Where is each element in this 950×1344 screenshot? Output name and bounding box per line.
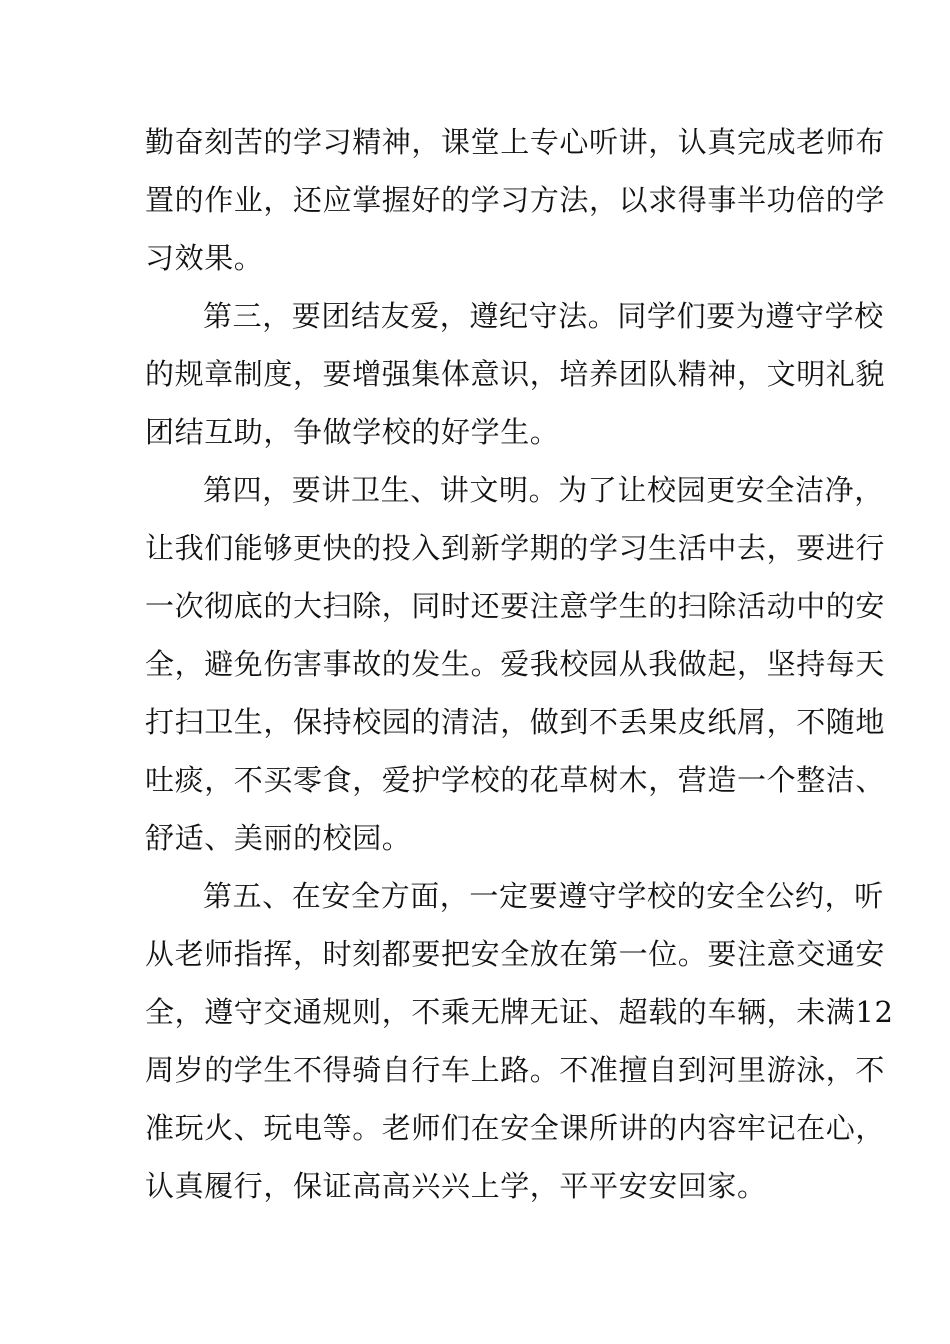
paragraph-fifth-start: 第五、在安全方面，一定要遵守学校的安全公约，听: [203, 879, 884, 913]
text-line: 准玩火、玩电等。老师们在安全课所讲的内容牢记在心，: [145, 1111, 886, 1145]
text-line: 置的作业，还应掌握好的学习方法，以求得事半功倍的学: [145, 183, 886, 217]
text-line: 吐痰，不买零食，爱护学校的花草树木，营造一个整洁、: [145, 763, 886, 797]
text-line: 让我们能够更快的投入到新学期的学习生活中去，要进行: [145, 531, 886, 565]
text-line: 全，遵守交通规则，不乘无牌无证、超载的车辆，未满12: [145, 995, 894, 1029]
paragraph-fourth-start: 第四，要讲卫生、讲文明。为了让校园更安全洁净，: [203, 473, 884, 507]
text-line: 团结互助，争做学校的好学生。: [145, 415, 560, 449]
text-line: 认真履行，保证高高兴兴上学，平平安安回家。: [145, 1169, 767, 1203]
text-line: 习效果。: [145, 241, 264, 275]
text-line: 舒适、美丽的校园。: [145, 821, 412, 855]
text-line: 的规章制度，要增强集体意识，培养团队精神，文明礼貌: [145, 357, 886, 391]
text-line: 全，避免伤害事故的发生。爱我校园从我做起，坚持每天: [145, 647, 886, 681]
text-line: 一次彻底的大扫除，同时还要注意学生的扫除活动中的安: [145, 589, 886, 623]
text-line: 打扫卫生，保持校园的清洁，做到不丢果皮纸屑，不随地: [145, 705, 886, 739]
text-line: 勤奋刻苦的学习精神，课堂上专心听讲，认真完成老师布: [145, 125, 886, 159]
text-line: 从老师指挥，时刻都要把安全放在第一位。要注意交通安: [145, 937, 886, 971]
paragraph-third-start: 第三，要团结友爱，遵纪守法。同学们要为遵守学校: [203, 299, 884, 333]
text-line: 周岁的学生不得骑自行车上路。不准擅自到河里游泳，不: [145, 1053, 886, 1087]
